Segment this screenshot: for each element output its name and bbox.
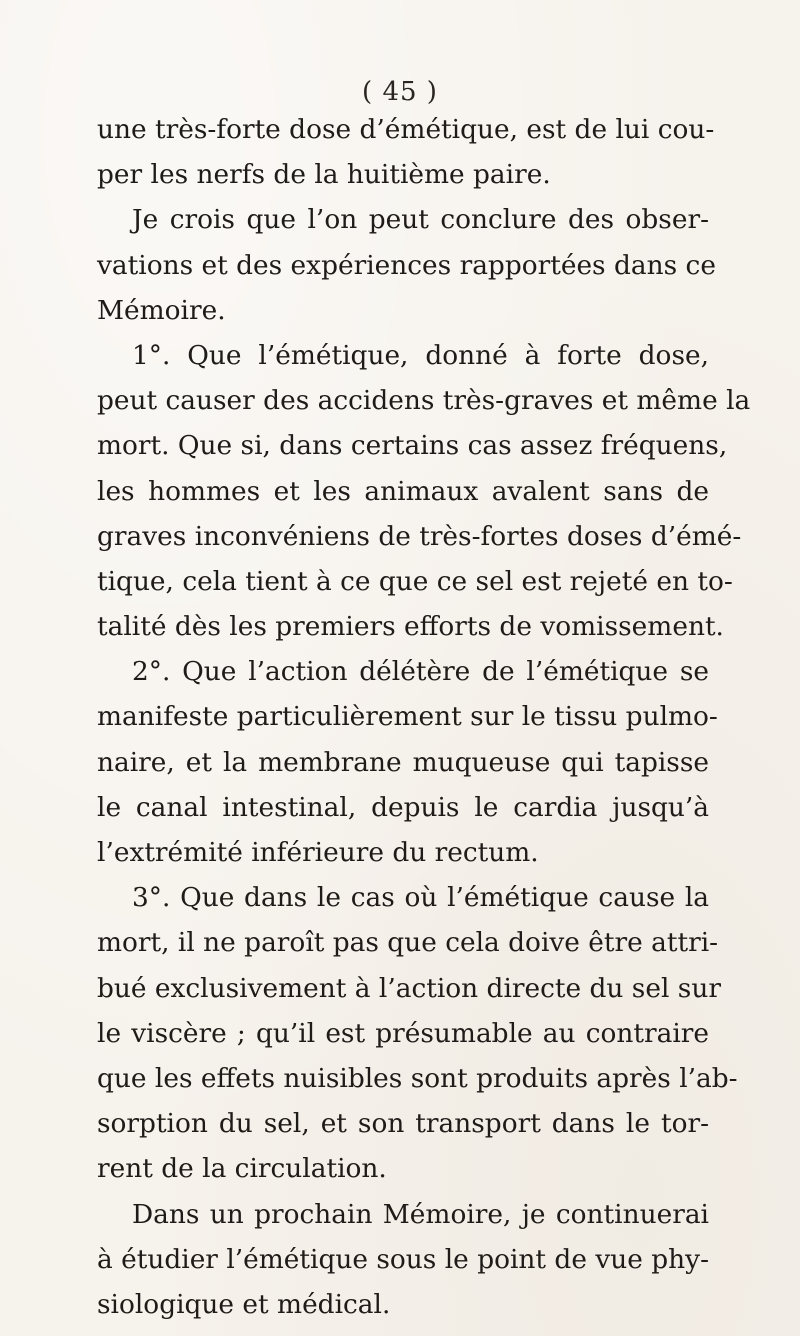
text-line: le viscère ; qu’il est présumable au contraire: [97, 1017, 709, 1049]
text-line: le canal intestinal, depuis le cardia jusqu’à: [97, 791, 709, 823]
page-number: ( 45 ): [362, 77, 438, 107]
text-line: manifeste particulièrement sur le tissu pulmo-: [97, 701, 718, 733]
text-line: talité dès les premiers efforts de vomissement.: [97, 611, 724, 643]
text-line: tique, cela tient à ce que ce sel est rejeté en to-: [97, 565, 733, 597]
text-line: Mémoire.: [97, 294, 226, 326]
text-line: mort. Que si, dans certains cas assez fréquens,: [97, 430, 728, 462]
text-line: que les effets nuisibles sont produits après l’ab-: [97, 1062, 738, 1094]
text-line: une très-forte dose d’émétique, est de lui cou-: [97, 114, 715, 145]
paragraph-start-line: 1°. Que l’émétique, donné à forte dose,: [132, 339, 709, 371]
text-line: siologique et médical.: [97, 1288, 391, 1320]
text-line: peut causer des accidens très-graves et même la: [97, 385, 751, 417]
text-line: l’extrémité inférieure du rectum.: [97, 837, 539, 868]
text-line: sorption du sel, et son transport dans le tor-: [97, 1108, 709, 1140]
paragraph-start-line: Je crois que l’on peut conclure des obser-: [132, 204, 709, 236]
body-text: [97, 107, 751, 1327]
text-line: mort, il ne paroît pas que cela doive être attri-: [97, 927, 719, 959]
text-line: bué exclusivement à l’action directe du sel sur: [97, 972, 721, 1004]
text-line: à étudier l’émétique sous le point de vue phy-: [97, 1243, 709, 1275]
text-line: rent de la circulation.: [97, 1153, 387, 1185]
paragraph-start-line: 2°. Que l’action délétère de l’émétique se: [132, 656, 709, 688]
paragraph-start-line: Dans un prochain Mémoire, je continuerai: [132, 1198, 709, 1230]
text-line: vations et des expériences rapportées dans ce: [97, 249, 716, 281]
text-line: per les nerfs de la huitième paire.: [97, 159, 551, 191]
text-line: les hommes et les animaux avalent sans de: [97, 475, 709, 507]
paragraph-start-line: 3°. Que dans le cas où l’émétique cause la: [132, 882, 709, 914]
text-line: graves inconvéniens de très-fortes doses d’émé-: [97, 520, 742, 552]
text-line: naire, et la membrane muqueuse qui tapisse: [97, 746, 709, 778]
